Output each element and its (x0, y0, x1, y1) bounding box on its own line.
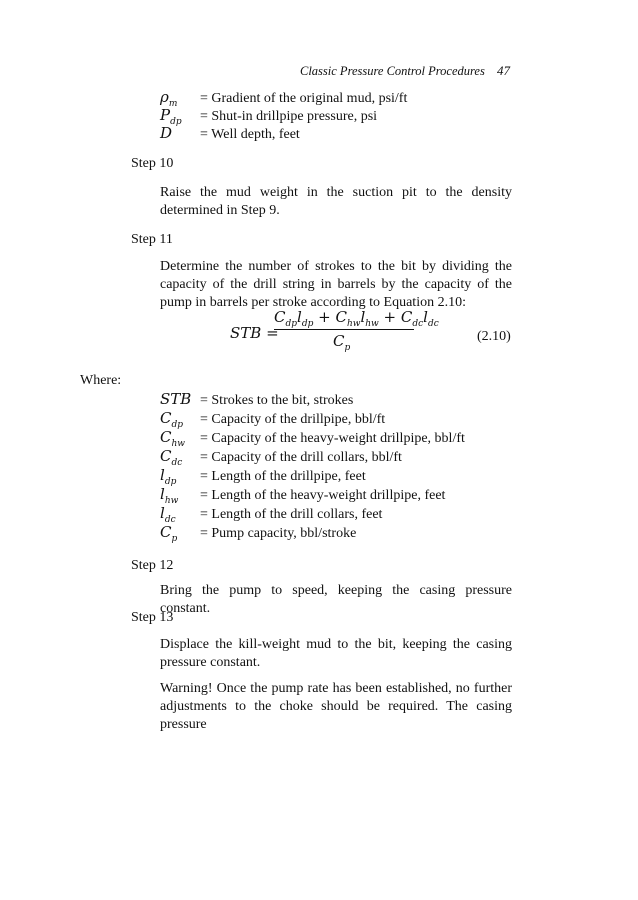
variable-definition: = Well depth, feet (200, 127, 300, 142)
equation-denominator: $C_p$ (333, 332, 351, 353)
running-title: Classic Pressure Control Procedures (300, 64, 485, 78)
step-paragraph: Warning! Once the pump rate has been established, no further adjustments to the choke should be required. The casing pressure (160, 681, 512, 732)
where-label: Where: (80, 373, 122, 388)
definition-row (160, 485, 446, 506)
equation-number: (2.10) (477, 329, 511, 344)
variable-symbol: D (160, 124, 173, 142)
variable-symbol: $l_{dc}$ (160, 504, 176, 525)
definition-row (160, 390, 353, 408)
equation-lhs: STB = (230, 324, 279, 342)
running-header (300, 63, 510, 79)
variable-definition: = Capacity of the heavy-weight drillpipe, bbl/ft (200, 431, 465, 446)
variable-definition: = Pump capacity, bbl/stroke (200, 526, 357, 541)
step-label: Step 10 (131, 156, 174, 171)
variable-symbol: $\rho_m$ (160, 88, 178, 109)
equation-numerator: $C_{dp}l_{dp} + C_{hw}l_{hw} + C_{dc}l_{dc}$ (274, 308, 439, 329)
variable-symbol: $l_{dp}$ (160, 466, 177, 487)
step-paragraph: Displace the kill-weight mud to the bit, keeping the casing pressure constant. (160, 637, 512, 670)
definition-row (160, 447, 402, 468)
step-label: Step 13 (131, 610, 174, 625)
variable-symbol: $l_{hw}$ (160, 485, 179, 506)
variable-symbol: $C_{dp}$ (160, 409, 184, 430)
definition-row (160, 428, 465, 449)
variable-symbol: $P_{dp}$ (160, 106, 182, 127)
definition-row (160, 88, 408, 109)
variable-definition: = Capacity of the drill collars, bbl/ft (200, 450, 402, 465)
definition-row (160, 106, 378, 127)
variable-symbol: $C_{dc}$ (160, 447, 183, 468)
definition-row (160, 124, 300, 142)
definition-row (160, 504, 383, 525)
definition-row (160, 523, 357, 544)
variable-definition: = Capacity of the drillpipe, bbl/ft (200, 412, 386, 427)
definition-row (160, 466, 366, 487)
step-paragraph: Bring the pump to speed, keeping the casing pressure constant. (160, 583, 512, 616)
step-label: Step 12 (131, 558, 174, 573)
variable-definition: = Strokes to the bit, strokes (200, 393, 354, 408)
step-paragraph: Raise the mud weight in the suction pit to the density determined in Step 9. (160, 185, 512, 218)
variable-symbol: $C_{hw}$ (160, 428, 185, 449)
page-number: 47 (497, 63, 510, 78)
equation (230, 308, 439, 358)
variable-definition: = Length of the heavy-weight drillpipe, feet (200, 488, 446, 503)
variable-definition: = Shut-in drillpipe pressure, psi (200, 109, 378, 124)
fraction-bar (274, 329, 414, 330)
step-label: Step 11 (131, 232, 173, 247)
variable-definition: = Gradient of the original mud, psi/ft (200, 91, 408, 106)
variable-definition: = Length of the drill collars, feet (200, 507, 383, 522)
variable-symbol: STB (160, 390, 192, 408)
variable-symbol: $C_p$ (160, 523, 178, 544)
definition-row (160, 409, 386, 430)
step-paragraph: Determine the number of strokes to the bit by dividing the capacity of the drill string in barrels by the capacity of the pump in barrels per stroke according to Equation 2.10: (160, 259, 512, 310)
variable-definition: = Length of the drillpipe, feet (200, 469, 366, 484)
